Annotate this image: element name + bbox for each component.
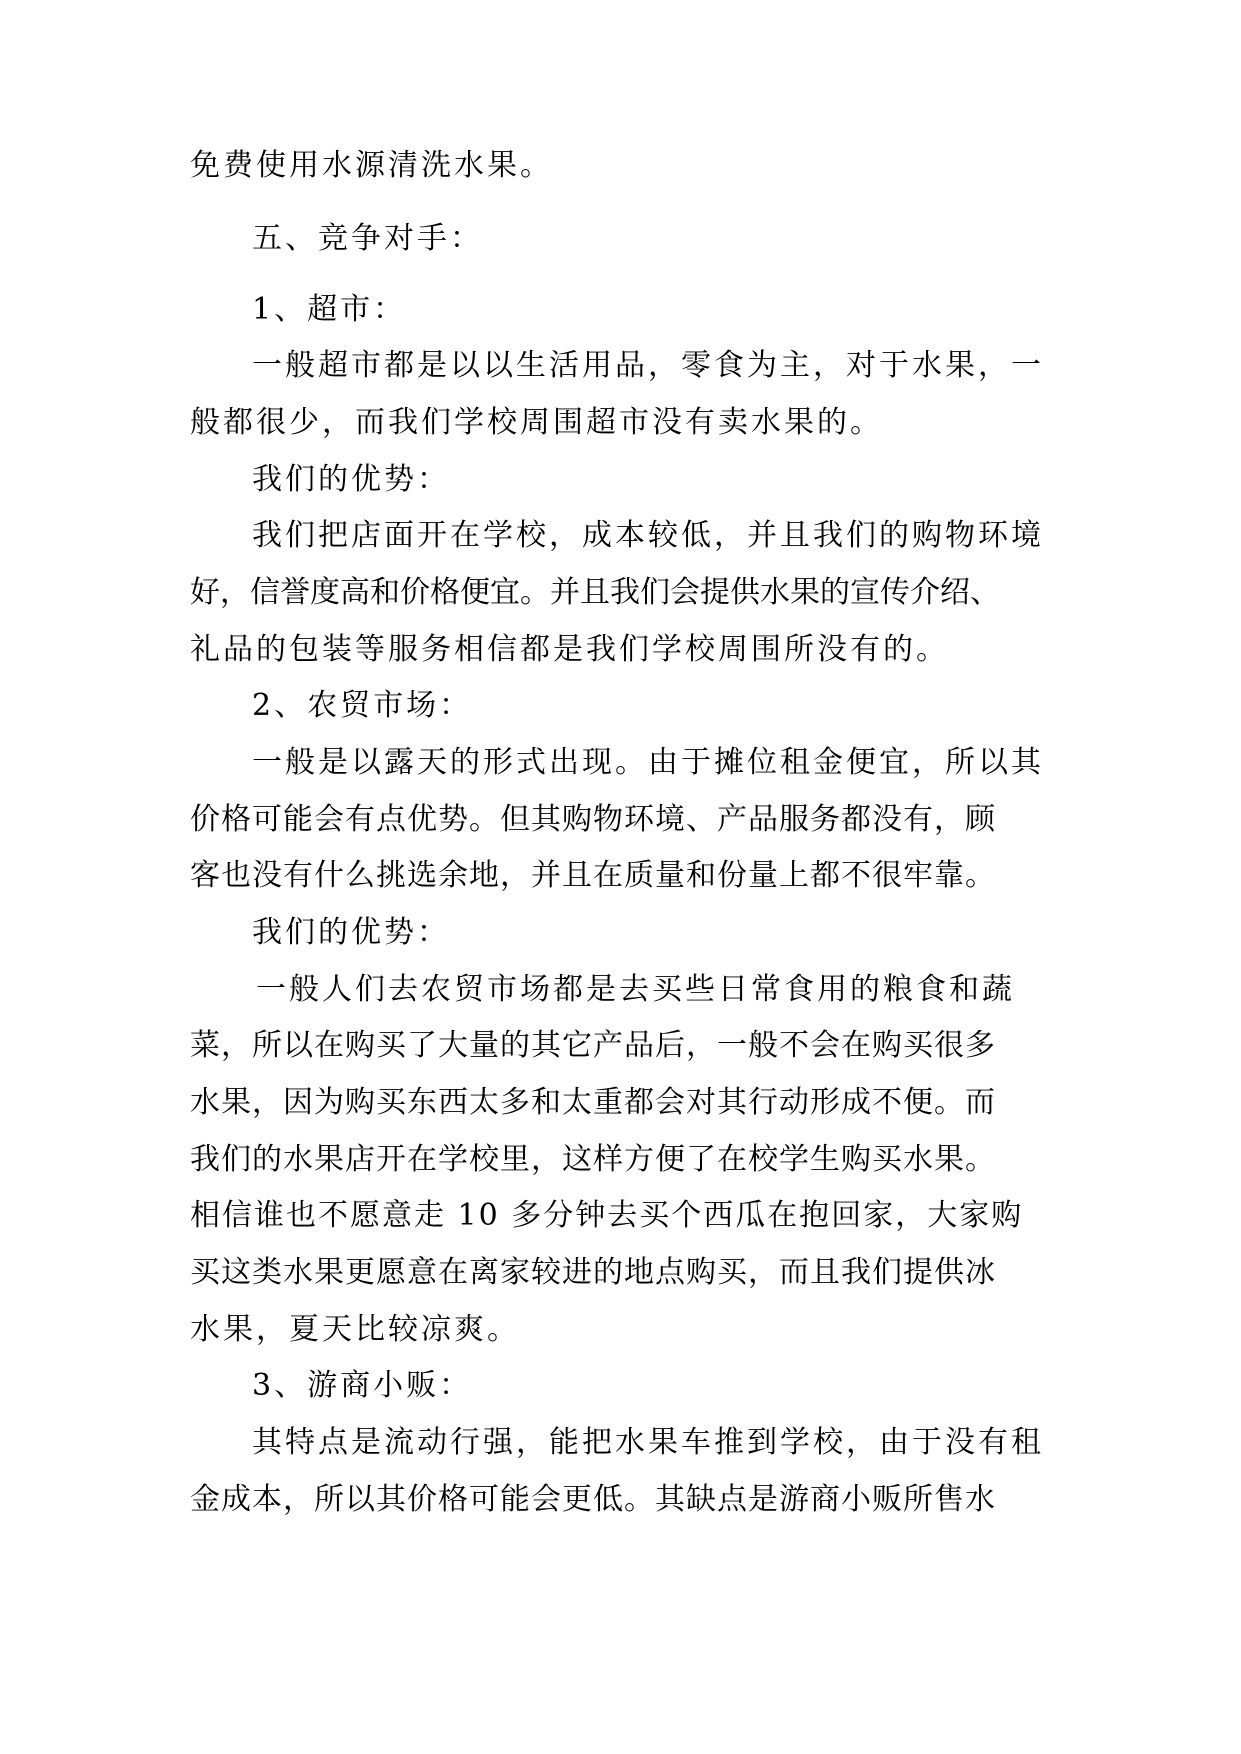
text-line: 般都很少，而我们学校周围超市没有卖水果的。: [190, 405, 883, 440]
text-line: 好，信誉度高和价格便宜。并且我们会提供水果的宣传介绍、: [190, 575, 1000, 610]
text-line: 菜，所以在购买了大量的其它产品后，一般不会在购买很多: [190, 1028, 996, 1063]
text-line: 礼品的包装等服务相信都是我们学校周围所没有的。: [190, 632, 949, 667]
subsection-heading: 我们的优势：: [252, 915, 450, 950]
text-line: 一般是以露天的形式出现。由于摊位租金便宜，所以其: [252, 745, 1044, 780]
section-heading: 五、竞争对手：: [252, 221, 483, 256]
text-line: 水果，夏天比较凉爽。: [190, 1312, 520, 1347]
text-line: 我们把店面开在学校，成本较低，并且我们的购物环境: [252, 518, 1044, 553]
text-line: 一般人们去农贸市场都是去买些日常食用的粮食和蔬: [256, 972, 1015, 1007]
subsection-heading: 3、游商小贩：: [252, 1368, 473, 1403]
text-line: 客也没有什么挑选余地，并且在质量和份量上都不很牢靠。: [190, 858, 996, 893]
text-line: 相信谁也不愿意走 10 多分钟去买个西瓜在抱回家，大家购: [190, 1198, 1024, 1233]
text-line: 买这类水果更愿意在离家较进的地点购买，而且我们提供冰: [190, 1255, 996, 1290]
text-line: 水果，因为购买东西太多和太重都会对其行动形成不便。而: [190, 1085, 996, 1120]
text-line: 价格可能会有点优势。但其购物环境、产品服务都没有，顾: [190, 802, 996, 837]
subsection-heading: 我们的优势：: [252, 462, 450, 497]
subsection-heading: 1、超市：: [252, 292, 407, 327]
text-line: 我们的水果店开在学校里，这样方便了在校学生购买水果。: [190, 1142, 996, 1177]
text-line: 金成本，所以其价格可能会更低。其缺点是游商小贩所售水: [190, 1482, 996, 1517]
text-line: 其特点是流动行强，能把水果车推到学校，由于没有租: [252, 1425, 1044, 1460]
text-line: 一般超市都是以以生活用品，零食为主，对于水果，一: [252, 348, 1044, 383]
text-line: 免费使用水源清洗水果。: [190, 148, 553, 183]
subsection-heading: 2、农贸市场：: [252, 688, 473, 723]
